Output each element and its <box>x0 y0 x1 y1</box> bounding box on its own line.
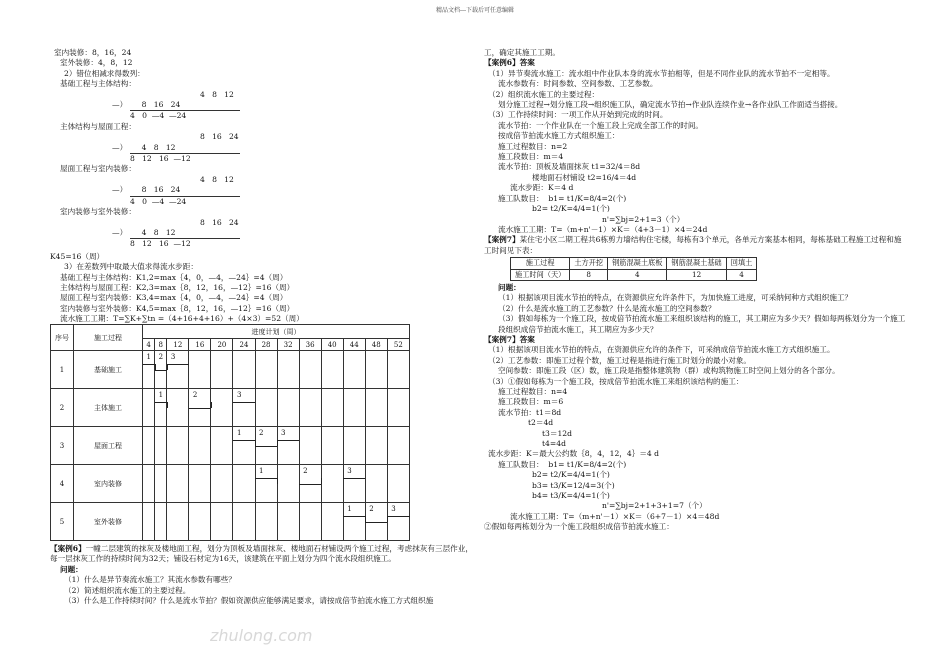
case7-header-cell: 钢筋混凝土基础 <box>667 258 726 269</box>
case7-value-cell: 4 <box>726 269 757 280</box>
case7-value-cell: 8 <box>570 269 608 280</box>
week-cell <box>387 389 409 427</box>
col-seq-header: 序号 <box>51 325 74 351</box>
question: （2）简述组织流水施工的主要过程。 <box>64 585 191 595</box>
week-cell <box>365 351 387 389</box>
text-line: 流水参数有：时间参数、空间参数、工艺参数。 <box>498 79 658 89</box>
case7-header-cell: 施工过程 <box>511 258 570 269</box>
week-cell <box>211 503 233 541</box>
week-cell <box>387 351 409 389</box>
text-line: t4=4d <box>542 439 566 449</box>
page-header: 精品文档---下载后可任意编辑 <box>435 7 515 14</box>
text-line: 流水施工工期：T=∑K+∑tn =（4+16+4+16）+（4×3）=52（周） <box>60 314 304 324</box>
text-line: 3）在差数列中取最大值求得流水步距： <box>64 262 198 272</box>
gantt-bar <box>143 364 155 365</box>
case6-section <box>50 544 474 606</box>
schedule-row <box>51 351 410 389</box>
week-cell <box>143 427 155 465</box>
text-line: （1）异节奏流水施工：流水组中作业队本身的流水节拍相等，但是不同作业队的流水节拍不一定相等。 <box>488 68 835 78</box>
gantt-connector <box>167 402 168 408</box>
calc-line: 8 16 24 <box>200 132 239 142</box>
calc-line: —） 8 16 24 <box>112 100 181 110</box>
gantt-bar-label: 1 <box>259 466 264 475</box>
text-line: 工，确定其施工工期。 <box>484 48 560 57</box>
week-cell <box>277 389 299 427</box>
text-line: n'=∑bj=2+1+3+1=7（个） <box>602 501 707 511</box>
text-line: b3= t3/K=12/4=3(个) <box>532 480 615 490</box>
text-line: 室外装修：4，8，12 <box>60 58 133 68</box>
calc-result: 8 12 16 —12 <box>130 238 240 249</box>
text-line: 主体结构与屋面工程： <box>60 121 136 131</box>
week-cell <box>167 389 189 427</box>
week-cell <box>299 351 321 389</box>
text-line: 屋面工程与室内装修： <box>60 164 136 174</box>
week-cell <box>143 389 155 427</box>
gantt-bar <box>255 446 277 447</box>
text-line: 施工段数目：m＝4 <box>498 152 564 162</box>
text-line: （2）工艺参数：即施工过程个数，施工过程是指进行施工时划分的最小对象。 <box>488 355 752 365</box>
gantt-connector <box>277 478 278 484</box>
left-column <box>50 48 474 325</box>
gantt-bar-label: 2 <box>303 466 308 475</box>
case7-value-cell: 施工时间（天） <box>511 269 570 280</box>
text-line: 室内装修与室外装修： <box>60 207 136 217</box>
text-line: 流水步距：K＝最大公约数｛8，4，12，4｝＝4 d <box>488 449 660 459</box>
gantt-bar <box>255 478 277 479</box>
answer-title: 【案例6】答案 <box>484 58 535 68</box>
question: （3）假如每栋为一个施工段，按成倍节拍流水施工来组织该结构的施工，其工期应为多少天？假如每两栋划分为一个施工段组织成倍节拍流水施工，其工期应为多少天？ <box>498 314 906 334</box>
week-cell <box>277 351 299 389</box>
calc-result: 8 12 16 —12 <box>130 153 240 164</box>
week-cell <box>233 503 255 541</box>
text-line: 施工段数目：m＝6 <box>498 397 564 407</box>
text-line: t2＝4d <box>528 418 554 428</box>
text-line: （3）①假如每栋为一个施工段，按成倍节拍流水施工来组织该结构的施工： <box>488 376 744 386</box>
week-header: 40 <box>321 339 343 351</box>
case6-text: 一幢二层建筑的抹灰及楼地面工程，划分为顶板及墙面抹灰、楼地面石材铺设两个施工过程，考虑抹灰有三层作业，每一层抹灰工作的持续时间为32天；铺设石材定为16天，该建筑在平面上划分为四个流水段组织施工。 <box>50 544 473 564</box>
week-cell <box>155 465 167 503</box>
text-line: （3）工作持续时间：一项工作从开始到完成的时间。 <box>488 110 668 120</box>
row-process: 屋面工程 <box>74 427 143 465</box>
text-line: ②假如每两栋划分为一个施工段组织成倍节拍流水施工： <box>484 522 674 532</box>
case7-title: 【案例7】 <box>484 235 520 245</box>
question: （1）什么是异节奏流水施工？其流水参数有哪些？ <box>64 575 236 585</box>
text-line: b4= t3/K=4/4=1(个) <box>532 491 610 501</box>
week-cell <box>189 503 211 541</box>
week-cell <box>343 427 365 465</box>
week-cell <box>233 351 255 389</box>
case7-header-cell: 土方开挖 <box>570 258 608 269</box>
text-line: （2）组织流水施工的主要过程： <box>488 89 600 99</box>
text-line: b2= t2/K=4/4=1(个) <box>532 204 610 214</box>
text-line: 空间参数：即施工段（区）数，施工段是指整体建筑物（群）或构筑物施工时空间上划分的各个部分。 <box>498 366 840 376</box>
text-line: 主体结构与屋面工程：K2,3=max｛8，12，16，—12｝=16（周） <box>60 282 295 292</box>
text-line: b2= t2/K=4/4=1(个) <box>532 470 610 480</box>
week-cell <box>299 389 321 427</box>
gantt-bar <box>155 370 167 371</box>
gantt-bar-label: 1 <box>347 504 352 513</box>
week-header: 44 <box>343 339 365 351</box>
week-cell <box>321 503 343 541</box>
gantt-bar <box>233 440 255 441</box>
week-cell <box>365 427 387 465</box>
week-cell <box>255 503 277 541</box>
week-cell <box>189 465 211 503</box>
gantt-bar-label: 2 <box>192 390 198 399</box>
text-line: （1）根据该项目流水节拍的特点，在资源供应允许的条件下，可采纳成倍节拍流水施工方式组织施工。 <box>488 345 835 355</box>
text-line: 流水施工工期：T=（m+n'－1）×K＝（6+7－1）×4＝48d <box>510 511 720 521</box>
week-cell <box>277 503 299 541</box>
watermark: zhulong.com <box>210 626 313 645</box>
gantt-bar <box>189 408 211 409</box>
text-line: 2）错位相减求得数列： <box>64 68 145 78</box>
gantt-bar-label: 3 <box>347 466 352 475</box>
week-cell <box>387 465 409 503</box>
week-cell <box>233 465 255 503</box>
gantt-bar-label: 1 <box>158 390 164 399</box>
week-header: 4 <box>143 339 155 351</box>
week-header: 28 <box>255 339 277 351</box>
week-cell <box>277 465 299 503</box>
calc-line: 8 16 24 <box>200 217 239 227</box>
gantt-connector <box>211 402 212 408</box>
calc-line: 4 8 12 <box>200 174 234 184</box>
gantt-bar-label: 3 <box>391 504 396 513</box>
gantt-bar-label: 2 <box>259 428 264 437</box>
week-cell <box>321 351 343 389</box>
week-header: 16 <box>189 339 211 351</box>
question-title: 问题： <box>498 282 521 292</box>
week-header: 32 <box>277 339 299 351</box>
gantt-bar-label: 3 <box>236 390 242 399</box>
week-cell <box>143 503 155 541</box>
week-header: 24 <box>233 339 255 351</box>
text-line: 基础工程与主体结构：K1,2=max｛4，0，—4，—24｝=4（周） <box>60 272 288 282</box>
gantt-bar-label: 2 <box>369 504 374 513</box>
week-cell <box>255 351 277 389</box>
week-header: 8 <box>155 339 167 351</box>
gantt-bar <box>343 516 365 517</box>
week-cell <box>167 465 189 503</box>
week-cell <box>343 389 365 427</box>
calc-result: 4 0 —4 —24 <box>130 196 240 207</box>
week-cell <box>189 351 211 389</box>
right-column <box>484 48 908 533</box>
schedule-row <box>51 427 410 465</box>
calc-result: 4 0 —4 —24 <box>130 110 240 121</box>
question: （1）根据该项目流水节拍的特点，在资源供应允许条件下，为加快施工进度，可采纳何种方式组织施工？ <box>498 293 853 303</box>
text-line: 流水步距：K＝4 d <box>510 183 574 193</box>
gantt-bar <box>343 478 365 479</box>
row-seq: 1 <box>51 351 74 389</box>
col-plan-header: 进度计划（周） <box>143 325 410 339</box>
row-process: 室外装修 <box>74 503 143 541</box>
gantt-bar <box>233 402 255 403</box>
text-line: 屋面工程与室内装修：K3,4=max｛4，0，—4，—24｝=4（周） <box>60 293 288 303</box>
week-cell <box>343 351 365 389</box>
text-line: 划分施工过程→划分施工段→组织施工队，确定流水节拍→作业队连续作业→各作业队工作面适当搭接。 <box>498 100 843 110</box>
week-cell <box>365 389 387 427</box>
week-cell <box>365 465 387 503</box>
case7-header-cell: 钢筋混凝土底板 <box>608 258 667 269</box>
gantt-bar-label: 1 <box>236 428 242 437</box>
gantt-bar <box>277 440 299 441</box>
text-line: K45=16（周） <box>50 251 105 261</box>
week-cell <box>211 351 233 389</box>
gantt-bar-label: 3 <box>170 352 176 361</box>
week-cell <box>255 389 277 427</box>
calc-line: —） 8 16 24 <box>112 185 181 195</box>
week-header: 36 <box>299 339 321 351</box>
week-header: 52 <box>387 339 409 351</box>
row-seq: 2 <box>51 389 74 427</box>
week-cell <box>299 427 321 465</box>
week-cell <box>321 389 343 427</box>
week-cell <box>167 427 189 465</box>
calc-line: —） 4 8 12 <box>112 142 176 152</box>
gantt-bar <box>299 484 321 485</box>
text-line: 流水施工工期：T=（m+n'－1）×K＝（4+3－1）×4＝24d <box>498 224 708 234</box>
week-cell <box>155 427 167 465</box>
week-header: 48 <box>365 339 387 351</box>
week-cell <box>211 389 233 427</box>
case7-header-cell: 回填土 <box>726 258 757 269</box>
question-title: 问题： <box>60 564 83 574</box>
text-line: n'=∑bj=2+1=3（个） <box>602 214 685 224</box>
text-line: 施工队数目： b1= t1/K=8/4=2(个) <box>498 193 627 203</box>
text-line: 室内装修：8，16，24 <box>54 48 132 57</box>
gantt-connector <box>321 478 322 484</box>
question: （3）什么是工作持续时间？什么是流水节拍？假如资源供应能够满足要求，请按成倍节拍流水施工方式组织施 <box>64 596 434 606</box>
text-line: 施工过程数目：n=4 <box>498 387 568 396</box>
week-cell <box>321 465 343 503</box>
week-cell <box>143 465 155 503</box>
row-process: 基础施工 <box>74 351 143 389</box>
week-cell <box>155 503 167 541</box>
week-cell <box>189 427 211 465</box>
week-cell <box>211 465 233 503</box>
schedule-row <box>51 465 410 503</box>
row-seq: 3 <box>51 427 74 465</box>
gantt-bar-label: 3 <box>281 428 286 437</box>
question: （2）什么是流水施工的工艺参数？什么是流水施工的空间参数？ <box>498 303 716 313</box>
col-proc-header: 施工过程 <box>74 325 143 351</box>
text-line: 流水节拍：一个作业队在一个施工段上完成全部工作的时间。 <box>498 120 704 130</box>
schedule-row <box>51 503 410 541</box>
text-line: 施工过程数目：n=2 <box>498 141 568 151</box>
text-line: 按成倍节拍流水施工方式组织施工： <box>498 131 620 141</box>
gantt-bar-label: 1 <box>146 352 151 361</box>
week-cell <box>321 427 343 465</box>
case7-text: 某住宅小区二期工程共6栋剪力墙结构住宅楼，每栋有3个单元，各单元方案基本相同，每栋基础工程施工过程和施工时间见下表： <box>484 235 902 255</box>
gantt-bar <box>167 364 189 365</box>
week-cell <box>387 427 409 465</box>
text-line: 楼地面石材铺设 t2=16/4＝4d <box>532 172 637 182</box>
case6-title: 【案例6】 <box>50 544 86 553</box>
case7-table <box>510 257 757 281</box>
week-cell <box>167 503 189 541</box>
calc-line: 4 8 12 <box>200 89 234 99</box>
text-line: 室内装修与室外装修：K4,5=max｛8，12，16，—12｝=16（周） <box>60 303 295 313</box>
row-seq: 4 <box>51 465 74 503</box>
row-seq: 5 <box>51 503 74 541</box>
text-line: 施工队数目： b1= t1/K=8/4=2(个) <box>498 459 627 469</box>
week-cell <box>299 503 321 541</box>
row-process: 室内装修 <box>74 465 143 503</box>
text-line: 流水节拍：顶板及墙面抹灰 t1=32/4＝8d <box>498 162 641 172</box>
week-header: 12 <box>167 339 189 351</box>
case7-value-cell: 4 <box>608 269 667 280</box>
answer-title: 【案例7】答案 <box>484 334 535 344</box>
gantt-bar <box>387 516 409 517</box>
gantt-bar <box>365 522 387 523</box>
text-line: 基础工程与主体结构： <box>60 79 136 89</box>
gantt-bar-label: 2 <box>158 352 164 361</box>
week-header: 20 <box>211 339 233 351</box>
schedule-row <box>51 389 410 427</box>
row-process: 主体施工 <box>74 389 143 427</box>
text-line: 流水节拍：t1＝8d <box>498 407 562 417</box>
case7-value-cell: 12 <box>667 269 726 280</box>
week-cell <box>211 427 233 465</box>
text-line: t3＝12d <box>542 428 573 438</box>
schedule-table <box>50 324 410 541</box>
calc-line: —） 4 8 12 <box>112 227 176 237</box>
gantt-bar <box>155 402 167 403</box>
